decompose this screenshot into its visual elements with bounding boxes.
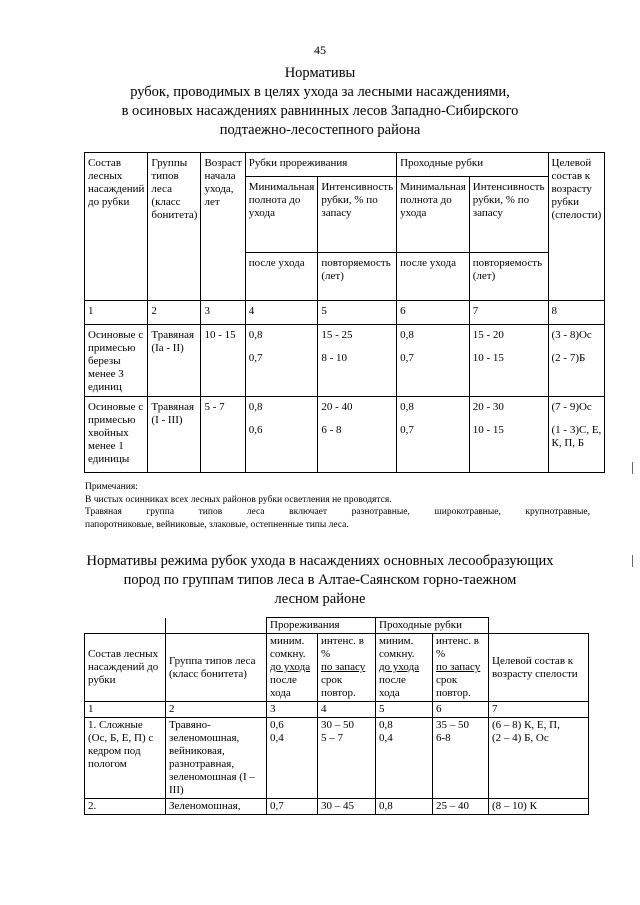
cell-target: (7 - 9)Ос (1 - 3)С, Е, К, П, Б	[548, 397, 605, 473]
header-intensity-2: Интенсивность рубки, % по запасу	[469, 177, 548, 253]
cell-target: (3 - 8)Ос (2 - 7)Б	[548, 325, 605, 397]
col-number: 2	[148, 301, 201, 325]
notes-title: Примечания:	[85, 482, 138, 492]
cell-target: (8 – 10) К	[489, 799, 589, 815]
header-thinning: Рубки прореживания	[245, 153, 396, 177]
col-number: 8	[548, 301, 605, 325]
cell-intensity: 30 – 45	[318, 799, 376, 815]
header-group: Группа типов леса (класс бонитета)	[166, 634, 267, 702]
table-altai-sayan-norms	[84, 617, 589, 815]
header-intensity: интенс. в % по запасу срок повтор.	[318, 634, 376, 702]
margin-mark	[632, 555, 633, 567]
cell-min-density: 0,7	[267, 799, 318, 815]
cell-group: Травяно-зеленомошная, вейниковая, разнотравная, зеленомошная (I – III)	[166, 718, 267, 799]
cell-intensity-2: 15 - 20 10 - 15	[469, 325, 548, 397]
header-intensity: Интенсивность рубки, % по запасу	[318, 177, 397, 253]
col-number: 5	[376, 702, 433, 718]
cell-min-density-2: 0,8 0,7	[397, 397, 470, 473]
column-number-row	[85, 702, 589, 718]
heading-2-line-3: лесном районе	[274, 591, 366, 607]
margin-mark	[632, 462, 633, 474]
cell-min-density-2: 0,8	[376, 799, 433, 815]
col-number: 4	[245, 301, 318, 325]
table-row	[85, 325, 605, 397]
header-after-care-2: после ухода	[397, 253, 470, 301]
cell-composition: Осиновые с примесью хвойных менее 1 единицы	[85, 397, 148, 473]
header-passage-cuts: Проходные рубки	[376, 618, 489, 634]
header-repeat: повторяемость (лет)	[318, 253, 397, 301]
header-repeat-2: повторяемость (лет)	[469, 253, 548, 301]
heading-2-line-1: Нормативы режима рубок ухода в насаждениях основных лесообразующих	[86, 553, 554, 569]
cell-target: (6 – 8) К, Е, П, (2 – 4) Б, Ос	[489, 718, 589, 799]
page-number: 45	[314, 43, 326, 57]
header-target: Целевой состав к возрасту рубки (спелости)	[548, 153, 605, 301]
cell-min-density: 0,8 0,7	[245, 325, 318, 397]
cell-min-density: 0,6 0,4	[267, 718, 318, 799]
cell-intensity: 15 - 25 8 - 10	[318, 325, 397, 397]
heading-2	[55, 552, 585, 609]
cell-intensity-2: 25 – 40	[433, 799, 489, 815]
col-number: 6	[397, 301, 470, 325]
cell-intensity-2: 20 - 30 10 - 15	[469, 397, 548, 473]
col-number: 2	[166, 702, 267, 718]
cell-composition: Осиновые с примесью березы менее 3 единиц	[85, 325, 148, 397]
notes	[85, 481, 590, 531]
notes-line-3: папоротниковые, вейниковые, злаковые, остепненные типы леса.	[85, 519, 349, 530]
cell-intensity: 20 - 40 6 - 8	[318, 397, 397, 473]
cell-min-density-2: 0,8 0,4	[376, 718, 433, 799]
header-thinning: Прореживания	[267, 618, 376, 634]
col-number: 5	[318, 301, 397, 325]
header-min-density-2: миним. сомкну. до ухода после хода	[376, 634, 433, 702]
col-number: 7	[469, 301, 548, 325]
cell-age: 5 - 7	[201, 397, 245, 473]
cell-intensity-2: 35 – 50 6-8	[433, 718, 489, 799]
col-number: 1	[85, 301, 148, 325]
header-composition: Состав лесных насаждений до рубки	[85, 634, 166, 702]
notes-line-1: В чистых осинниках всех лесных районов рубки осветления не проводятся.	[85, 494, 392, 505]
header-passage-cuts: Проходные рубки	[397, 153, 548, 177]
table-row	[85, 718, 589, 799]
heading-1-line-3: в осиновых насаждениях равнинных лесов Западно-Сибирского	[121, 103, 519, 119]
cell-intensity: 30 – 50 5 – 7	[318, 718, 376, 799]
col-number: 1	[85, 702, 166, 718]
header-min-density: миним. сомкну. до ухода после хода	[267, 634, 318, 702]
cell-composition: 2.	[85, 799, 166, 815]
cell-composition: 1. Сложные (Ос, Б, Е, П) с кедром под пологом	[85, 718, 166, 799]
col-number: 3	[267, 702, 318, 718]
table-row	[85, 397, 605, 473]
cell-age: 10 - 15	[201, 325, 245, 397]
header-min-density: Минимальная полнота до ухода	[245, 177, 318, 253]
column-number-row	[85, 301, 605, 325]
heading-1-line-2: рубок, проводимых в целях ухода за лесными насаждениями,	[130, 84, 510, 100]
table-row	[85, 799, 589, 815]
cell-group: Травяная (I - III)	[148, 397, 201, 473]
notes-line-2: Травяная группа типов леса включает разнотравные, широкотравные, крупнотравные,	[85, 507, 590, 517]
heading-1	[60, 64, 580, 140]
header-forest-groups: Группы типов леса (класс бонитета)	[148, 153, 201, 301]
header-after-care: после ухода	[245, 253, 318, 301]
cell-group: Зеленомошная,	[166, 799, 267, 815]
table-forest-care-norms	[84, 152, 605, 473]
heading-1-line-1: Нормативы	[284, 65, 356, 81]
col-number: 7	[489, 702, 589, 718]
heading-1-line-4: подтаежно-лесостепного района	[219, 122, 421, 138]
header-start-age: Возраст начала ухода, лет	[201, 153, 245, 301]
header-intensity-2: интенс. в % по запасу срок повтор.	[433, 634, 489, 702]
heading-2-line-2: пород по группам типов леса в Алтае-Саянском горно-таежном	[123, 572, 517, 588]
col-number: 4	[318, 702, 376, 718]
cell-min-density-2: 0,8 0,7	[397, 325, 470, 397]
header-min-density-2: Минимальная полнота до ухода	[397, 177, 470, 253]
header-composition: Состав лесных насаждений до рубки	[85, 153, 148, 301]
cell-min-density: 0,8 0,6	[245, 397, 318, 473]
header-target: Целевой состав к возрасту спелости	[489, 634, 589, 702]
col-number: 3	[201, 301, 245, 325]
cell-group: Травяная (Ia - II)	[148, 325, 201, 397]
col-number: 6	[433, 702, 489, 718]
